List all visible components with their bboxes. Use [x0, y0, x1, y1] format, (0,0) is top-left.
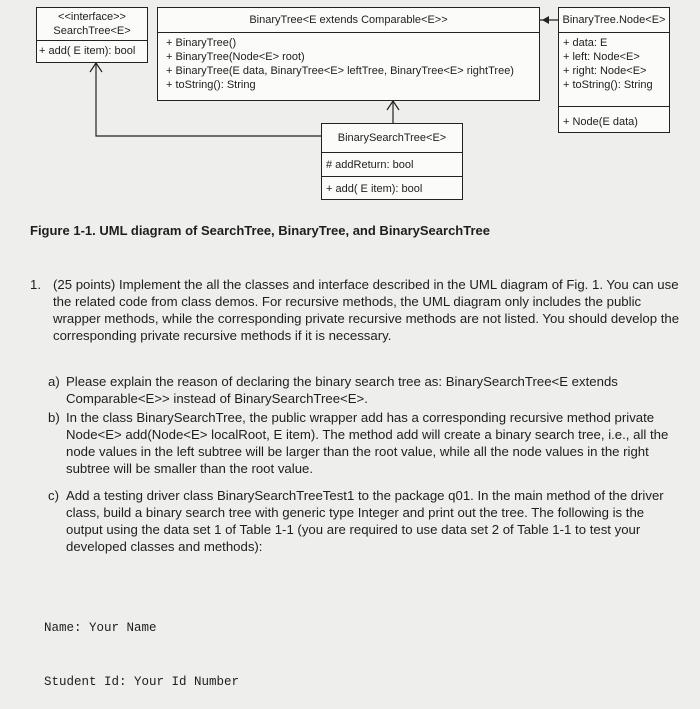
node-arrowhead [542, 16, 549, 24]
node-field: + left: Node<E> [563, 51, 640, 63]
node-class-box [558, 7, 670, 133]
part-b-text: In the class BinarySearchTree, the public wrapper add has a corresponding recursive method private Node<E> add(Node<E> localRoot, E item). The method add will create a binary search tree, i.e., all the node values in the left subtree will be larger than the root value, while all the node values in the right subtree will be smaller than the root value. [66, 410, 669, 476]
question-text: (25 points) Implement the all the classes and interface described in the UML diagram of Fig. 1. You can use the related code from class demos. For recursive methods, the UML diagram only includes the public wrapper methods, while the corresponding private recursive methods are not listed. You should develop the corresponding private recursive methods if it is necessary. [53, 277, 680, 343]
binarytree-class-box [157, 7, 540, 101]
interface-stereotype: <<interface>> [58, 11, 126, 23]
part-b-label: b) [48, 410, 60, 425]
bst-method: + add( E item): bool [326, 183, 423, 195]
bst-class-box [321, 123, 463, 200]
output-line: Name: Your Name [44, 621, 157, 635]
node-method: + Node(E data) [563, 116, 638, 128]
part-c-text: Add a testing driver class BinarySearchTreeTest1 to the package q01. In the main method of the driver class, build a binary search tree with generic type Integer and print out the tree. The following is the output using the data set 1 of Table 1-1 (you are required to use data set 2 of Table 1-1 to test your developed classes and methods): [66, 488, 664, 554]
part-c-label: c) [48, 488, 59, 503]
part-a-label: a) [48, 374, 60, 389]
bst-class-name: BinarySearchTree<E> [337, 132, 447, 144]
interface-method: + add( E item): bool [39, 45, 136, 57]
sample-output [44, 583, 239, 709]
binarytree-method: + BinaryTree(E data, BinaryTree<E> leftTree, BinaryTree<E> rightTree) [166, 65, 514, 77]
binarytree-class-name: BinaryTree<E extends Comparable<E>> [249, 14, 448, 26]
node-field: + data: E [563, 37, 608, 49]
searchtree-interface-box [36, 7, 148, 63]
bst-field: # addReturn: bool [326, 159, 414, 171]
part-a-text: Please explain the reason of declaring the binary search tree as: BinarySearchTree<E extends Comparable<E>> instead of BinarySearchTree<E>. [66, 374, 618, 406]
question-number: 1. [30, 277, 41, 292]
node-field: + right: Node<E> [563, 65, 647, 77]
binarytree-method: + toString(): String [166, 79, 256, 91]
node-field: + toString(): String [563, 79, 653, 91]
figure-caption: Figure 1-1. UML diagram of SearchTree, BinaryTree, and BinarySearchTree [30, 223, 490, 238]
binarytree-method: + BinaryTree() [166, 37, 237, 49]
node-class-name: BinaryTree.Node<E> [562, 14, 666, 26]
binarytree-method: + BinaryTree(Node<E> root) [166, 51, 305, 63]
interface-name: SearchTree<E> [53, 25, 131, 37]
output-line: Student Id: Your Id Number [44, 675, 240, 689]
